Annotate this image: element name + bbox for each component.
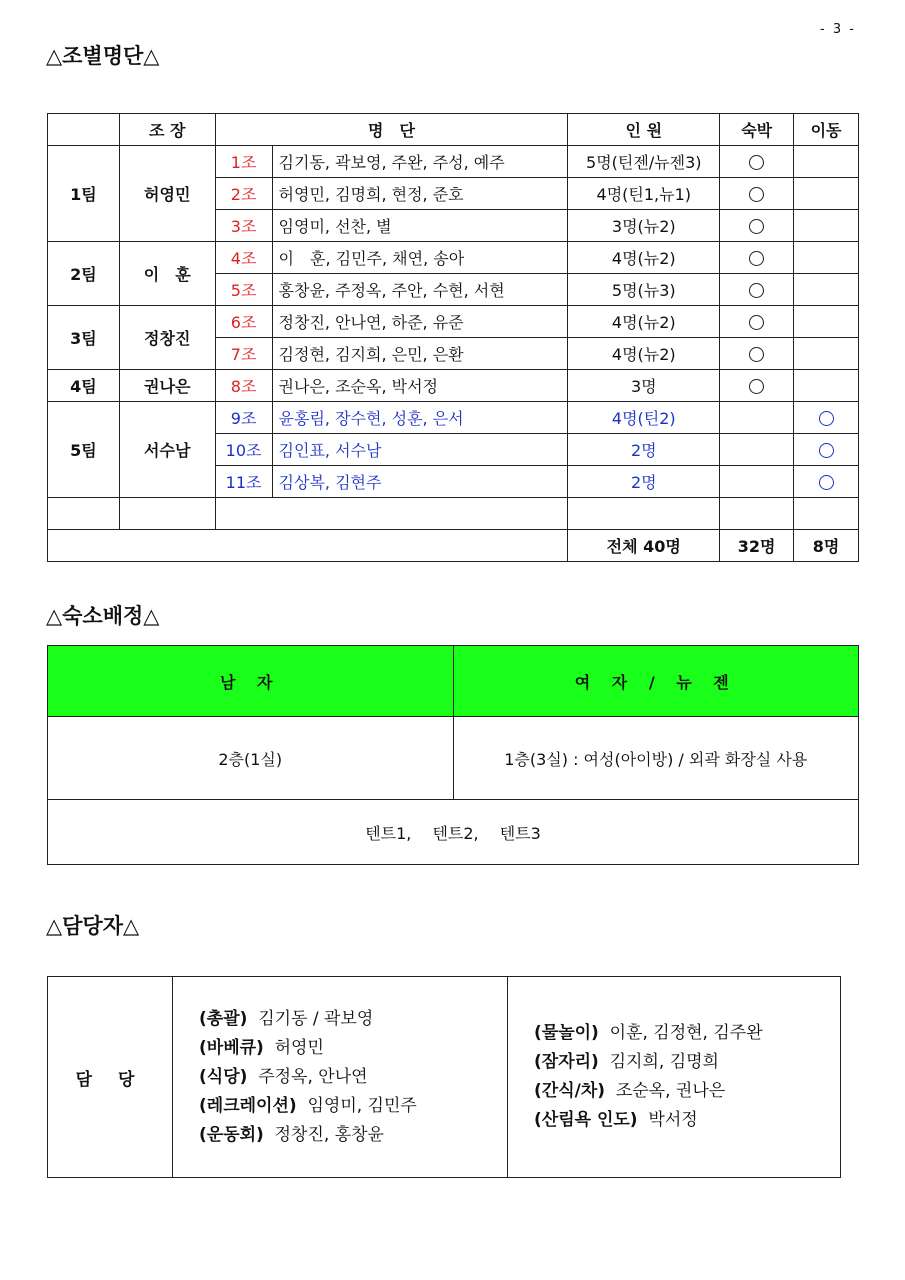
stay-cell [720,402,794,434]
group-members: 이 훈, 김민주, 채연, 송아 [272,242,568,274]
move-cell [794,274,859,306]
header-team [48,114,120,146]
circle-mark-icon [749,219,764,234]
header-leader: 조 장 [119,114,215,146]
group-number: 4조 [215,242,272,274]
stay-cell [720,434,794,466]
group-members: 임영미, 선찬, 별 [272,210,568,242]
circle-mark-icon [749,315,764,330]
stay-cell [720,274,794,306]
group-members: 허영민, 김명희, 현정, 준호 [272,178,568,210]
move-cell [794,370,859,402]
stay-cell [720,338,794,370]
group-members: 김정현, 김지희, 은민, 은환 [272,338,568,370]
group-count: 4명(뉴2) [568,242,720,274]
group-number: 5조 [215,274,272,306]
staff-role: (산림욕 인도) [534,1110,638,1130]
roster-empty-row [48,498,859,530]
group-count: 4명(틴2) [568,402,720,434]
total-stay: 32명 [720,530,794,562]
header-members: 명 단 [215,114,568,146]
staff-names: 주정옥, 안나연 [258,1066,368,1087]
staff-role: (식당) [199,1066,248,1087]
roster-row [48,146,859,178]
group-count: 4명(뉴2) [568,338,720,370]
team-leader: 서수남 [119,402,215,498]
total-move: 8명 [794,530,859,562]
team-leader: 권나은 [119,370,215,402]
staff-role: (바베큐) [199,1037,264,1058]
roster-row [48,242,859,274]
roster-body [48,146,859,498]
team-leader: 허영민 [119,146,215,242]
staff-line [199,1092,507,1121]
stay-cell [720,466,794,498]
staff-line [534,1106,840,1135]
group-number: 3조 [215,210,272,242]
team-name: 2팀 [48,242,120,306]
move-cell [794,434,859,466]
staff-table [47,976,841,1178]
move-cell [794,402,859,434]
header-count: 인 원 [568,114,720,146]
circle-mark-icon [749,155,764,170]
staff-names: 조순옥, 권나은 [615,1081,726,1101]
move-cell [794,466,859,498]
circle-mark-icon [749,347,764,362]
group-number: 8조 [215,370,272,402]
staff-names: 김기동 / 곽보영 [258,1008,374,1029]
staff-line [199,1121,507,1150]
team-name: 1팀 [48,146,120,242]
roster-row [48,370,859,402]
team-leader: 정창진 [119,306,215,370]
roster-row [48,402,859,434]
staff-role: (물놀이) [534,1023,599,1043]
lodging-table [47,645,859,865]
men-room: 2층(1실) [48,717,454,800]
group-members: 권나은, 조순옥, 박서정 [272,370,568,402]
move-cell [794,146,859,178]
tents: 텐트1, 텐트2, 텐트3 [48,800,859,865]
staff-role: (총괄) [199,1008,248,1029]
women-room: 1층(3실) : 여성(아이방) / 외곽 화장실 사용 [453,717,859,800]
header-move: 이동 [794,114,859,146]
group-count: 5명(틴젠/뉴젠3) [568,146,720,178]
staff-line [534,1048,840,1077]
roster-section-title: △조별명단△ [46,44,160,68]
move-cell [794,178,859,210]
group-number: 2조 [215,178,272,210]
group-number: 1조 [215,146,272,178]
staff-names: 이훈, 김정현, 김주완 [609,1023,763,1043]
circle-mark-icon [749,379,764,394]
header-stay: 숙박 [720,114,794,146]
stay-cell [720,370,794,402]
stay-cell [720,210,794,242]
group-count: 3명 [568,370,720,402]
staff-line [199,1063,507,1092]
stay-cell [720,146,794,178]
move-cell [794,306,859,338]
staff-right-column [508,977,841,1178]
group-count: 5명(뉴3) [568,274,720,306]
staff-line [199,1005,507,1034]
team-name: 5팀 [48,402,120,498]
move-cell [794,242,859,274]
staff-section-title: △담당자△ [46,914,140,938]
roster-header-row [48,114,859,146]
team-leader: 이 훈 [119,242,215,306]
team-name: 4팀 [48,370,120,402]
lodging-section-title: △숙소배정△ [46,604,160,628]
group-members: 김기동, 곽보영, 주완, 주성, 예주 [272,146,568,178]
group-number: 9조 [215,402,272,434]
staff-names: 임영미, 김민주 [307,1095,417,1116]
move-cell [794,210,859,242]
move-cell [794,338,859,370]
group-count: 2명 [568,434,720,466]
group-count: 4명(뉴2) [568,306,720,338]
team-name: 3팀 [48,306,120,370]
circle-mark-icon [749,187,764,202]
stay-cell [720,242,794,274]
group-count: 2명 [568,466,720,498]
group-members: 김상복, 김현주 [272,466,568,498]
group-number: 11조 [215,466,272,498]
staff-line [199,1034,507,1063]
group-count: 4명(틴1,뉴1) [568,178,720,210]
staff-label: 담 당 [48,977,173,1178]
stay-cell [720,306,794,338]
page-number: - 3 - [820,22,856,37]
staff-role: (간식/차) [534,1081,606,1101]
group-count: 3명(뉴2) [568,210,720,242]
stay-cell [720,178,794,210]
circle-mark-icon [749,283,764,298]
circle-mark-icon [819,443,834,458]
staff-role: (잠자리) [534,1052,599,1072]
roster-table [47,113,859,562]
staff-names: 김지희, 김명희 [609,1052,719,1072]
circle-mark-icon [819,411,834,426]
staff-role: (레크레이션) [199,1095,297,1116]
staff-line [534,1019,840,1048]
staff-line [534,1077,840,1106]
staff-role: (운동회) [199,1124,264,1145]
total-count: 전체 40명 [568,530,720,562]
group-members: 김인표, 서수남 [272,434,568,466]
group-number: 10조 [215,434,272,466]
staff-names: 박서정 [648,1110,698,1130]
roster-total-row [48,530,859,562]
staff-left-column [173,977,508,1178]
roster-row [48,306,859,338]
staff-names: 허영민 [274,1037,324,1058]
group-number: 6조 [215,306,272,338]
men-header: 남 자 [48,646,454,717]
group-number: 7조 [215,338,272,370]
staff-names: 정창진, 홍창윤 [274,1124,384,1145]
women-header: 여 자 / 뉴 젠 [453,646,859,717]
circle-mark-icon [819,475,834,490]
group-members: 홍창윤, 주정옥, 주안, 수현, 서현 [272,274,568,306]
group-members: 윤홍림, 장수현, 성훈, 은서 [272,402,568,434]
circle-mark-icon [749,251,764,266]
group-members: 정창진, 안나연, 하준, 유준 [272,306,568,338]
